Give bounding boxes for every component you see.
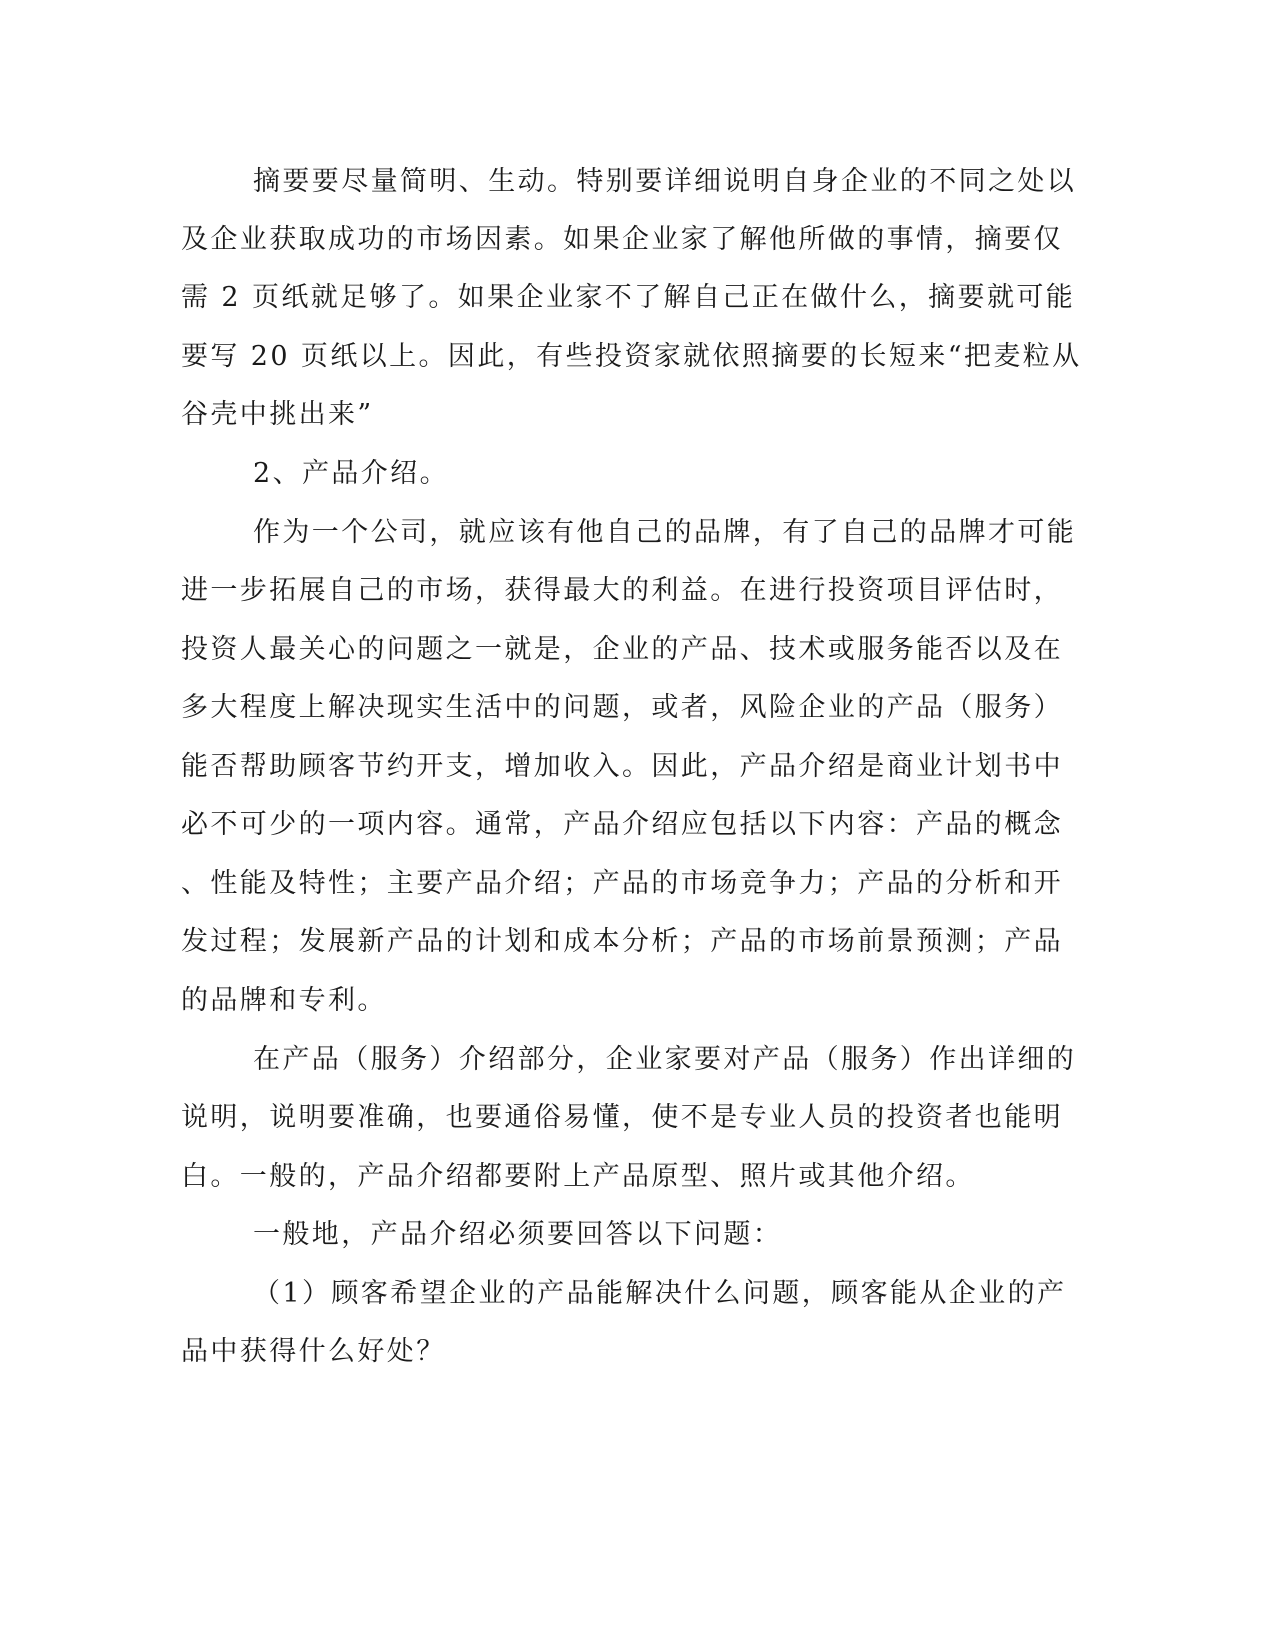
section-heading: 2、产品介绍。	[253, 458, 449, 489]
text-line: 白。一般的，产品介绍都要附上产品原型、照片或其他介绍。	[181, 1161, 975, 1192]
text-line: 投资人最关心的问题之一就是，企业的产品、技术或服务能否以及在	[181, 634, 1063, 665]
text-line: 的品牌和专利。	[181, 985, 387, 1016]
text-line: 进一步拓展自己的市场，获得最大的利益。在进行投资项目评估时，	[181, 575, 1063, 606]
text-line: 摘要要尽量简明、生动。特别要详细说明自身企业的不同之处以	[253, 166, 1077, 197]
text-line: 谷壳中挑出来”	[181, 399, 374, 430]
text-line: 能否帮助顾客节约开支，增加收入。因此，产品介绍是商业计划书中	[181, 751, 1063, 782]
text-line: 一般地，产品介绍必须要回答以下问题：	[253, 1219, 783, 1250]
text-line: 、性能及特性；主要产品介绍；产品的市场竞争力；产品的分析和开	[181, 868, 1063, 899]
text-line: 作为一个公司，就应该有他自己的品牌，有了自己的品牌才可能	[253, 517, 1077, 548]
text-line: 必不可少的一项内容。通常，产品介绍应包括以下内容：产品的概念	[181, 809, 1063, 840]
text-line: 品中获得什么好处？	[181, 1336, 446, 1367]
text-line: 需 2 页纸就足够了。如果企业家不了解自己正在做什么，摘要就可能	[181, 282, 1076, 313]
text-line: 发过程；发展新产品的计划和成本分析；产品的市场前景预测；产品	[181, 926, 1063, 957]
text-line: 多大程度上解决现实生活中的问题，或者，风险企业的产品（服务）	[181, 692, 1063, 723]
text-line: 在产品（服务）介绍部分，企业家要对产品（服务）作出详细的	[253, 1044, 1077, 1075]
text-line: 及企业获取成功的市场因素。如果企业家了解他所做的事情，摘要仅	[181, 224, 1063, 255]
text-line: 说明，说明要准确，也要通俗易懂，使不是专业人员的投资者也能明	[181, 1102, 1063, 1133]
text-line: 要写 20 页纸以上。因此，有些投资家就依照摘要的长短来“把麦粒从	[181, 341, 1082, 372]
question-item: （1）顾客希望企业的产品能解决什么问题，顾客能从企业的产	[253, 1278, 1067, 1309]
